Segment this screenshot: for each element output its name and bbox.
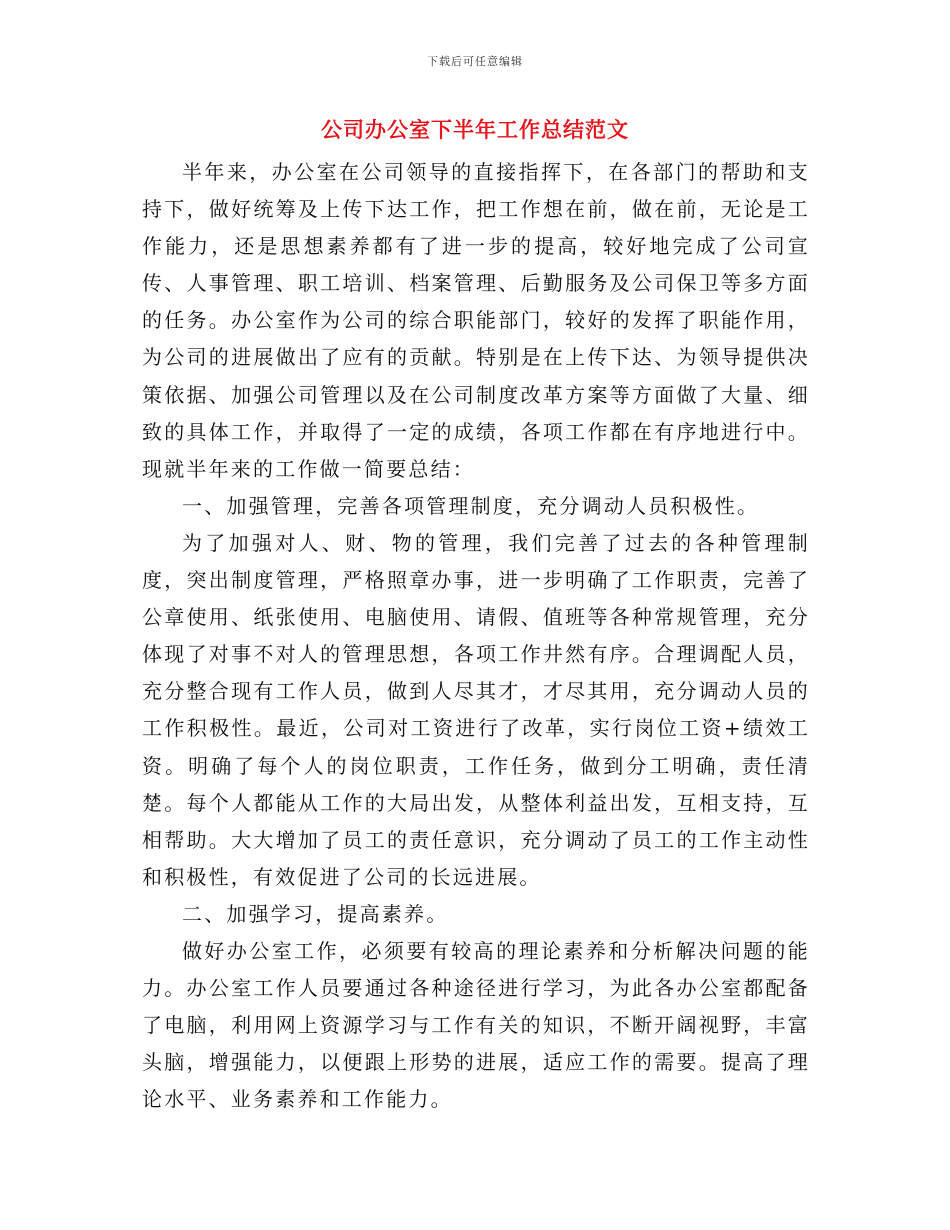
paragraph-management: 为了加强对人、财、物的管理，我们完善了过去的各种管理制度，突出制度管理，严格照章办事，进一步明确了工作职责，完善了公章使用、纸张使用、电脑使用、请假、值班等各种常规管理，充分体现了对事不对人的管理思想，各项工作井然有序。合理调配人员，充分整合现有工作人员，做到人尽其才，才尽其用，充分调动人员的工作积极性。最近，公司对工资进行了改革，实行岗位工资+绩效工资。明确了每个人的岗位职责，工作任务，做到分工明确，责任清楚。每个人都能从工作的大局出发，从整体利益出发，互相支持，互相帮助。大大增加了员工的责任意识，充分调动了员工的工作主动性和积极性，有效促进了公司的长远进展。 (142, 530, 810, 889)
section-heading-1: 一、加强管理，完善各项管理制度，充分调动人员积极性。 (182, 493, 760, 518)
section-heading-2: 二、加强学习，提高素养。 (182, 901, 449, 926)
paragraph-intro: 半年来，办公室在公司领导的直接指挥下，在各部门的帮助和支持下，做好统筹及上传下达工作，把工作想在前，做在前，无论是工作能力，还是思想素养都有了进一步的提高，较好地完成了公司宣传、人事管理、职工培训、档案管理、后勤服务及公司保卫等多方面的任务。办公室作为公司的综合职能部门，较好的发挥了职能作用，为公司的进展做出了应有的贡献。特别是在上传下达、为领导提供决策依据、加强公司管理以及在公司制度改革方案等方面做了大量、细致的具体工作，并取得了一定的成绩，各项工作都在有序地进行中。现就半年来的工作做一简要总结： (142, 160, 810, 481)
document-body (142, 154, 810, 1118)
paragraph-learning: 做好办公室工作，必须要有较高的理论素养和分析解决问题的能力。办公室工作人员要通过各种途径进行学习，为此各办公室都配备了电脑，利用网上资源学习与工作有关的知识，不断开阔视野，丰富头脑，增强能力，以便跟上形势的进展，适应工作的需要。提高了理论水平、业务素养和工作能力。 (142, 938, 810, 1112)
header-note: 下载后可任意编辑 (427, 55, 523, 68)
document-title: 公司办公室下半年工作总结范文 (321, 117, 629, 142)
